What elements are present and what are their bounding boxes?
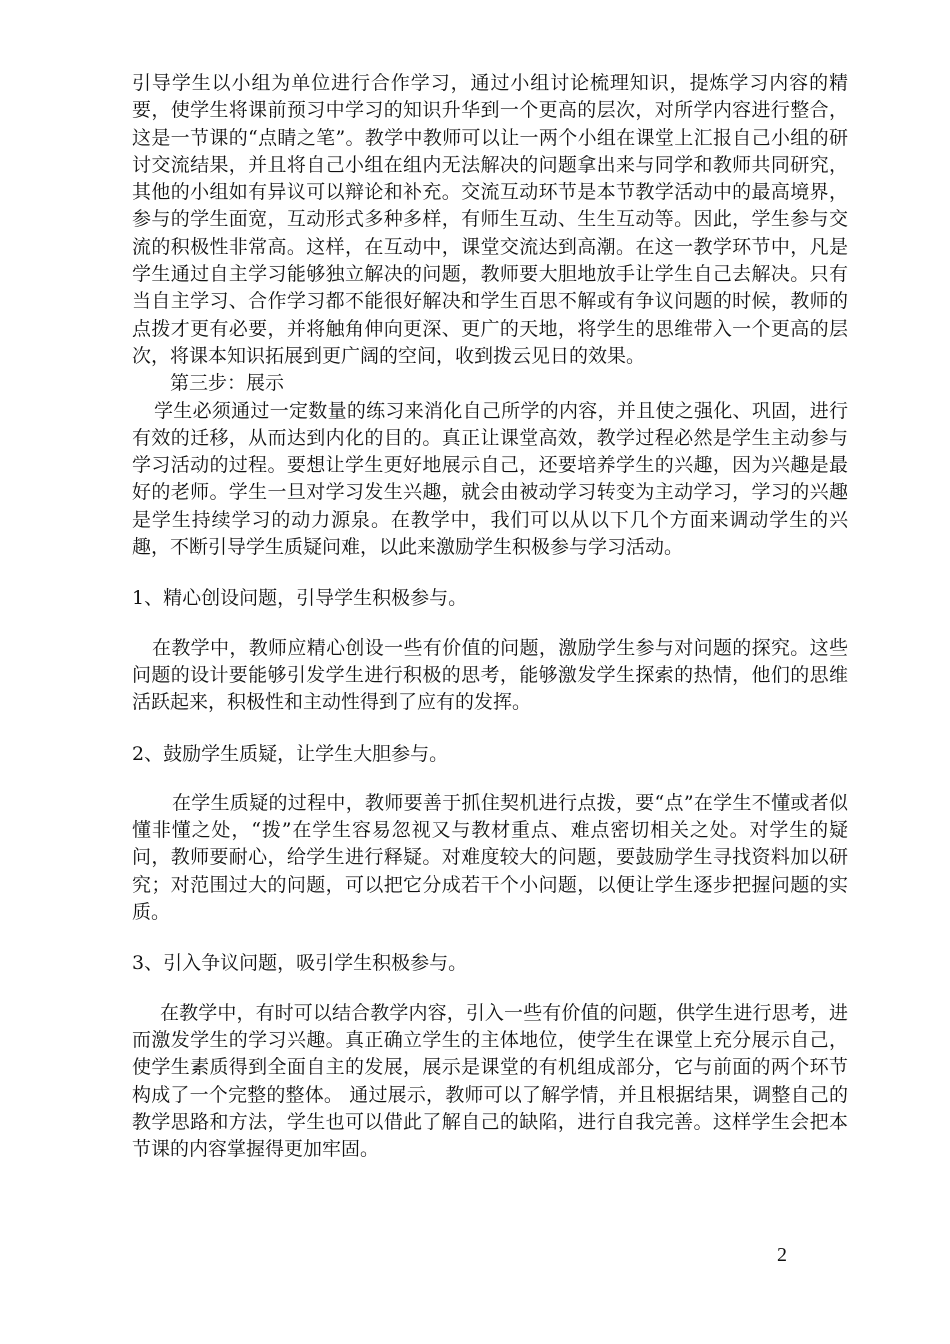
section-heading-2: 2、鼓励学生质疑，让学生大胆参与。 [132,742,449,765]
document-body [132,70,848,1163]
page-number: 2 [777,1244,787,1266]
paragraph-5: 在教学中，有时可以结合教学内容，引入一些有价值的问题，供学生进行思考，进而激发学生的学习兴趣。真正确立学生的主体地位，使学生在课堂上充分展示自己，使学生素质得到全面自主的发展，展示是课堂的有机组成部分，它与前面的两个环节构成了一个完整的整体。 通过展示，教师可以了解学情，并且根据结果，调整自己的教学思路和方法，学生也可以借此了解自己的缺陷，进行自我完善。这样学生会把本节课的内容掌握得更加牢固。 [132,1001,848,1161]
section-heading-1: 1、精心创设问题，引导学生积极参与。 [132,587,468,610]
paragraph-1: 引导学生以小组为单位进行合作学习，通过小组讨论梳理知识，提炼学习内容的精要，使学生将课前预习中学习的知识升华到一个更高的层次，对所学内容进行整合，这是一节课的“点睛之笔”。教学中教师可以让一两个小组在课堂上汇报自己小组的研讨交流结果，并且将自己小组在组内无法解决的问题拿出来与同学和教师共同研究，其他的小组如有异议可以辩论和补充。交流互动环节是本节教学活动中的最高境界，参与的学生面宽，互动形式多种多样，有师生互动、生生互动等。因此，学生参与交流的积极性非常高。这样，在互动中，课堂交流达到高潮。在这一教学环节中，凡是学生通过自主学习能够独立解决的问题，教师要大胆地放手让学生自己去解决。只有当自主学习、合作学习都不能很好解决和学生百思不解或有争议问题的时候，教师的点拨才更有必要，并将触角伸向更深、更广的天地，将学生的思维带入一个更高的层次，将课本知识拓展到更广阔的空间，收到拨云见日的效果。 [132,72,848,367]
section-heading-3: 3、引入争议问题，吸引学生积极参与。 [132,952,468,975]
paragraph-4: 在学生质疑的过程中，教师要善于抓住契机进行点拨，要“点”在学生不懂或者似懂非懂之处，“拨”在学生容易忽视又与教材重点、难点密切相关之处。对学生的疑问，教师要耐心，给学生进行释疑。对难度较大的问题，要鼓励学生寻找资料加以研究；对范围过大的问题，可以把它分成若干个小问题，以便让学生逐步把握问题的实质。 [132,791,848,924]
paragraph-3: 在教学中，教师应精心创设一些有价值的问题，激励学生参与对问题的探究。这些问题的设计要能够引发学生进行积极的思考，能够激发学生探索的热情，他们的思维活跃起来，积极性和主动性得到了应有的发挥。 [132,636,848,714]
paragraph-2: 学生必须通过一定数量的练习来消化自己所学的内容，并且使之强化、巩固，进行有效的迁移，从而达到内化的目的。真正让课堂高效，教学过程必然是学生主动参与学习活动的过程。要想让学生更好地展示自己，还要培养学生的兴趣，因为兴趣是最好的老师。学生一旦对学习发生兴趣，就会由被动学习转变为主动学习，学习的兴趣是学生持续学习的动力源泉。在教学中，我们可以从以下几个方面来调动学生的兴趣，不断引导学生质疑问难，以此来激励学生积极参与学习活动。 [132,399,848,559]
step-heading: 第三步：展示 [170,372,285,395]
